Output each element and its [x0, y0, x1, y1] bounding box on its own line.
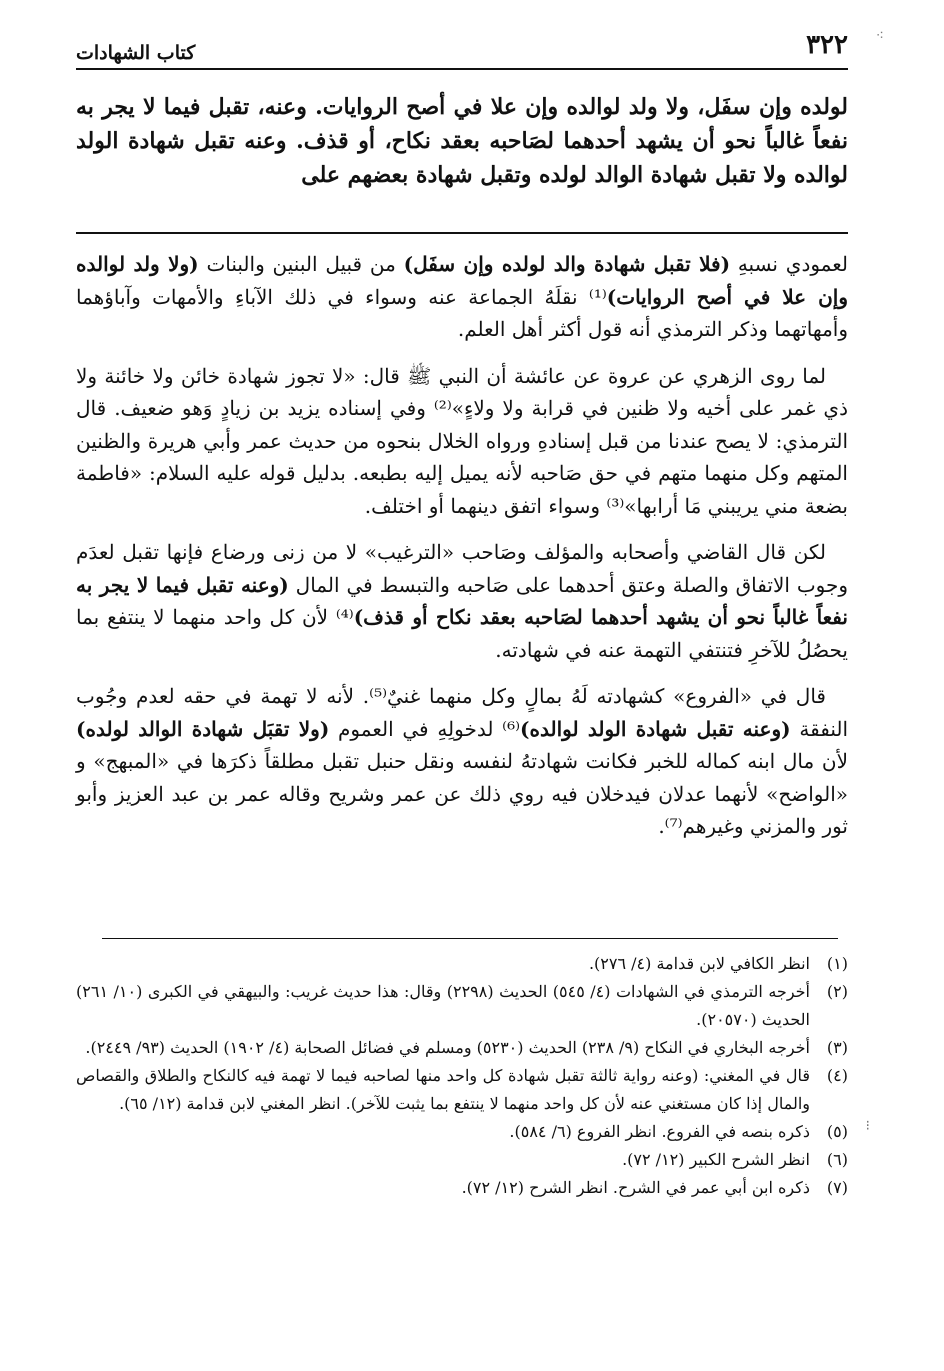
footnote-text: أخرجه الترمذي في الشهادات (٤/ ٥٤٥) الحديث (٢٢٩٨) وقال: هذا حديث غريب: والبيهقي في الكبرى (١٠/ ٢٦١) الحديث (٢٠٥٧٠). — [76, 982, 810, 1029]
footnote-divider — [102, 938, 838, 939]
footnote — [76, 1062, 848, 1118]
footnote-text: انظر الشرح الكبير (١٢/ ٧٢). — [622, 1150, 810, 1169]
footnote-text: قال في المغني: (وعنه رواية ثالثة تقبل شهادة كل واحد منها لصاحبه فيما لا تهمة فيه كالنكاح والطلاق والقصاص والمال إذا كان مستغني عنه لأن كل واحد منهما لا ينتفع بما يثبت للآخر). انظر المغني لابن قدامة (١٢/ ٦٥). — [76, 1066, 810, 1113]
matn-divider — [76, 232, 848, 234]
margin-speck: ⁖ — [875, 28, 884, 44]
footnote — [76, 1174, 848, 1202]
footnote — [76, 978, 848, 1034]
footnote-number: (٣) — [826, 1038, 848, 1057]
footnote-text: أخرجه البخاري في النكاح (٩/ ٢٣٨) الحديث (٥٢٣٠) ومسلم في فضائل الصحابة (٤/ ١٩٠٢) الحديث (٩٣/ ٢٤٤٩). — [85, 1038, 810, 1057]
footnote-number: (١) — [826, 954, 848, 973]
page-number: ٣٢٢ — [806, 30, 848, 60]
footnote-number: (٦) — [826, 1150, 848, 1169]
footnote-text: ذكره بنصه في الفروع. انظر الفروع (٦/ ٥٨٤). — [509, 1122, 810, 1141]
footnote-number: (٢) — [826, 982, 848, 1001]
quoted-matn: (ولا ولد لوالده وإن علا في أصح الروايات) — [76, 252, 848, 309]
matn-text: لولده وإن سفَل، ولا ولد لوالده وإن علا في أصح الروايات. وعنه، تقبل فيما لا يجر به نفعاً غالباً نحو أن يشهد أحدهما لصَاحبه بعقد نكاح، أو قذف. وعنه تقبل شهادة الولد لوالده ولا تقبل شهادة الوالد لولده وتقبل شهادة بعضهم على — [76, 94, 848, 188]
running-title: كتاب الشهادات — [76, 42, 196, 64]
page-header — [76, 28, 848, 70]
footnote-text: ذكره ابن أبي عمر في الشرح. انظر الشرح (١٢/ ٧٢). — [461, 1178, 810, 1197]
footnote — [76, 950, 848, 978]
commentary-paragraph-4: قال في «الفروع» كشهادته لَهُ بمالٍ وكل منهما غنيٌ⁽⁵⁾. لأنه لا تهمة في حقه لعدم وجُوب النفقة (وعنه تقبل شهادة الولد لوالده)⁽⁶⁾ لدخولِهِ في العموم (ولا تقبَل شهادة الوالد لولده) لأن مال ابنه كماله للخبر فكانت شهادتهُ لنفسه ونقل حنبل تقبل مطلقاً ذكرَها في «المبهج» و «الواضح» لأنهما عدلان فيدخلان فيه روي ذلك عن عمر وشريح وقاله عمر بن عبد العزيز وأبو ثور والمزني وغيرهم⁽⁷⁾. — [76, 684, 849, 838]
quoted-matn: (ولا تقبَل شهادة الوالد لولده) — [76, 716, 330, 741]
footnote-number: (٥) — [826, 1122, 848, 1141]
footnote-text: انظر الكافي لابن قدامة (٤/ ٢٧٦). — [588, 954, 810, 973]
footnote — [76, 1034, 848, 1062]
commentary-paragraph-1: لعمودي نسبهِ (فلا تقبل شهادة والد لولده وإن سفَل) من قبيل البنين والبنات (ولا ولد لوالده وإن علا في أصح الروايات)⁽¹⁾ نقلَهُ الجماعة عنه وسواء في ذلك الآباءِ والأمهات وآباؤهما وأمهاتهما وذكر الترمذي أنه قول أكثر أهل العلم. — [76, 252, 848, 341]
commentary — [76, 248, 848, 857]
quoted-matn: (وعنه تقبل شهادة الولد لوالده) — [520, 716, 791, 741]
commentary-paragraph-2: لما روى الزهري عن عروة عن عائشة أن النبي ﷺ قال: «لا تجوز شهادة خائن ولا خائنة ولا ذي غمر على أخيه ولا ظنين في قرابة ولا ولاءٍ»⁽²⁾ وفي إسناده يزيد بن زيادٍ وَهو ضعيف. قال الترمذي: لا يصح عندنا من قبل إسنادهِ ورواه الخلال بنحوه من حديث عمر وأبي هريرة والظنين المتهم وكل منهما متهم في حق صَاحبه لأنه يميل إليه بطبعه. بدليل قوله عليه السلام: «فاطمة بضعة مني يريبني مَا أرابها»⁽³⁾ وسواء اتفق دينهما أو اختلف. — [76, 363, 848, 518]
footnote — [76, 1146, 848, 1174]
footnotes — [76, 950, 848, 1202]
commentary-paragraph-3: لكن قال القاضي وأصحابه والمؤلف وصَاحب «الترغيب» لا من زنى ورضاع فإنها تقبل لعدَم وجوب الاتفاق والصلة وعتق أحدهما على صَاحبه والتبسط في المال (وعنه تقبل فيما لا يجر به نفعاً غالباً نحو أن يشهد أحدهما لصَاحبه بعقد نكاح أو قذف)⁽⁴⁾ لأن كل واحد منهما لا ينتفع بما يحصُلُ للآخرِ فتنتفي التهمة عنه في شهادته. — [76, 540, 849, 662]
quoted-matn: (فلا تقبل شهادة والد لولده وإن سفَل) — [403, 252, 731, 276]
footnote-number: (٧) — [826, 1178, 848, 1197]
footnote-number: (٤) — [826, 1066, 848, 1085]
footnote — [76, 1118, 848, 1146]
quoted-matn: (وعنه تقبل فيما لا يجر به نفعاً غالباً نحو أن يشهد أحدهما لصَاحبه بعقد نكاح أو قذف) — [76, 572, 848, 629]
margin-speck: ⁝ — [865, 1118, 870, 1134]
